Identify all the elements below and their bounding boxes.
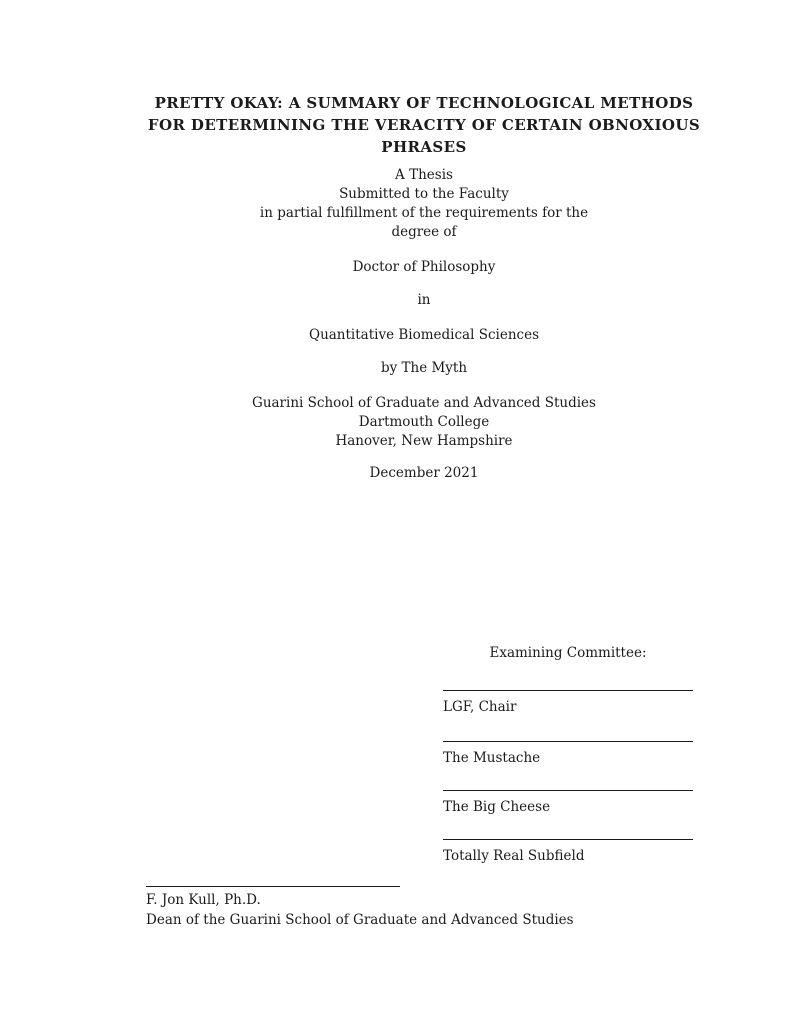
committee-member-name: The Big Cheese (443, 799, 551, 815)
program-name: Quantitative Biomedical Sciences (309, 327, 539, 343)
preamble-line: in partial fulfillment of the requirements for the (259, 205, 589, 221)
committee-member-name: Totally Real Subfield (443, 848, 585, 864)
committee-signature-entry (443, 741, 693, 768)
dean-name: F. Jon Kull, Ph.D. (146, 892, 261, 908)
school-name: Guarini School of Graduate and Advanced Studies (252, 395, 596, 411)
thesis-title (146, 92, 702, 158)
thesis-title-line: PRETTY OKAY: A SUMMARY OF TECHNOLOGICAL METHODS (154, 94, 694, 112)
location-line: Hanover, New Hampshire (335, 433, 513, 449)
dean-signature-line (146, 886, 400, 887)
date-line: December 2021 (369, 465, 479, 481)
institution-block (146, 394, 702, 451)
preamble-line: degree of (391, 224, 457, 240)
committee-signature-entry (443, 790, 693, 817)
thesis-title-line: PHRASES (381, 138, 467, 156)
committee-member-name: The Mustache (443, 750, 541, 766)
thesis-preamble (146, 166, 702, 242)
committee-signature-entry (443, 839, 693, 866)
preamble-line: A Thesis (395, 167, 453, 183)
dean-signature-block (146, 886, 702, 930)
preamble-line: Submitted to the Faculty (339, 186, 509, 202)
college-name: Dartmouth College (358, 414, 490, 430)
author-line: by The Myth (380, 360, 468, 376)
thesis-title-line: FOR DETERMINING THE VERACITY OF CERTAIN OBNOXIOUS (147, 116, 701, 134)
in-word: in (417, 292, 431, 308)
degree-name: Doctor of Philosophy (352, 259, 496, 275)
committee-member-name: LGF, Chair (443, 699, 517, 715)
dean-title: Dean of the Guarini School of Graduate and Advanced Studies (146, 911, 574, 928)
committee-signature-entry (443, 690, 693, 717)
committee-heading: Examining Committee: (489, 645, 647, 661)
